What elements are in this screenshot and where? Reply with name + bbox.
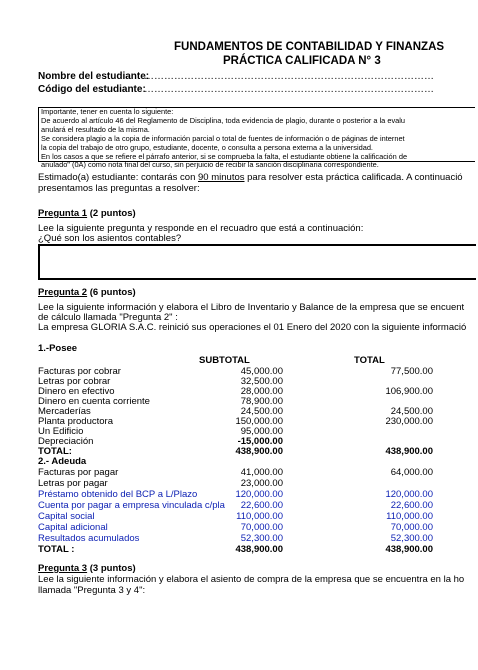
row-label: Resultados acumulados bbox=[38, 533, 140, 544]
row-total: 230,000.00 bbox=[385, 416, 433, 427]
row-total: 24,500.00 bbox=[390, 406, 433, 417]
row-subtotal: 150,000.00 bbox=[235, 416, 283, 427]
total-subtotal: 438,900.00 bbox=[235, 446, 283, 457]
row-total: 64,000.00 bbox=[390, 467, 433, 478]
total-total: 438,900.00 bbox=[385, 544, 433, 555]
subtotal-header: SUBTOTAL bbox=[199, 355, 250, 366]
intro-paragraph bbox=[38, 172, 463, 183]
total-total: 438,900.00 bbox=[385, 446, 433, 457]
row-total: 106,900.00 bbox=[385, 386, 433, 397]
row-subtotal: 28,000.00 bbox=[240, 386, 283, 397]
row-subtotal: 120,000.00 bbox=[235, 489, 283, 500]
row-subtotal: 78,900.00 bbox=[240, 396, 283, 407]
practice-subtitle: PRÁCTICA CALIFICADA N° 3 bbox=[223, 55, 381, 67]
row-subtotal: 23,000.00 bbox=[240, 478, 283, 489]
notice-line: la copia del trabajo de otro grupo, estudiante, docente, o consulta a persona externa a la universidad. bbox=[41, 142, 373, 152]
student-code-field[interactable]: …………………………………………………………………………… bbox=[144, 84, 434, 95]
row-total: 120,000.00 bbox=[385, 489, 433, 500]
row-total: 70,000.00 bbox=[390, 522, 433, 533]
row-label: Planta productora bbox=[38, 416, 113, 427]
question-3-title: Pregunta 3 bbox=[38, 563, 88, 574]
row-subtotal: 32,500.00 bbox=[240, 376, 283, 387]
row-total: 110,000.00 bbox=[386, 511, 433, 522]
row-subtotal: 110,000.00 bbox=[236, 511, 283, 522]
document-title: FUNDAMENTOS DE CONTABILIDAD Y FINANZAS bbox=[174, 41, 445, 53]
question-2-line-3: La empresa GLORIA S.A.C. reinició sus operaciones el 01 Enero del 2020 con la siguiente informació bbox=[38, 322, 467, 333]
student-code-label: Código del estudiante: bbox=[38, 84, 146, 95]
plagiarism-notice-box bbox=[38, 107, 475, 170]
row-label: Un Edificio bbox=[38, 426, 84, 437]
row-label: Capital social bbox=[38, 511, 95, 522]
row-total: 77,500.00 bbox=[390, 366, 433, 377]
row-subtotal: -15,000.00 bbox=[237, 436, 283, 447]
total-header: TOTAL bbox=[354, 355, 385, 366]
question-2-title: Pregunta 2 bbox=[38, 287, 88, 298]
total-label: TOTAL: bbox=[38, 446, 72, 457]
question-3-line-2: llamada "Pregunta 3 y 4": bbox=[38, 585, 146, 596]
row-subtotal: 70,000.00 bbox=[240, 522, 283, 533]
row-total: 52,300.00 bbox=[390, 533, 433, 544]
question-3-heading bbox=[38, 563, 136, 574]
row-label: Depreciación bbox=[38, 436, 94, 447]
row-label: Letras por cobrar bbox=[38, 376, 111, 387]
question-3-points: (3 puntos) bbox=[87, 563, 136, 574]
row-subtotal: 24,500.00 bbox=[240, 406, 283, 417]
question-2-points: (6 puntos) bbox=[87, 287, 136, 298]
student-name-label: Nombre del estudiante: bbox=[38, 71, 150, 82]
question-2-line-2: de cálculo llamada "Pregunta 2" : bbox=[38, 312, 178, 323]
row-subtotal: 95,000.00 bbox=[240, 426, 283, 437]
student-name-field[interactable]: …………………………………………………………………………… bbox=[144, 71, 434, 82]
row-subtotal: 22,600.00 bbox=[240, 500, 283, 511]
row-label: Cuenta por pagar a empresa vinculada c/pla bbox=[38, 500, 225, 511]
question-1-answer-box[interactable] bbox=[38, 244, 476, 280]
notice-line: En los casos a que se refiere el párrafo anterior, si se comprueba la falta, el estudiante obtiene la calificación de bbox=[41, 151, 408, 161]
question-1-points: (2 puntos) bbox=[87, 208, 136, 219]
section-posee: 1.-Posee bbox=[38, 343, 78, 354]
notice-line: Se considera plagio a la copia de información parcial o total de fuentes de información o de páginas de internet bbox=[41, 133, 405, 143]
question-3-line-1: Lee la siguiente información y elabora el asiento de compra de la empresa que se encuentra en la ho bbox=[38, 574, 465, 585]
question-1-prompt: ¿Qué son los asientos contables? bbox=[38, 233, 182, 244]
intro-line-2: presentamos las preguntas a resolver: bbox=[38, 183, 200, 194]
row-subtotal: 45,000.00 bbox=[240, 366, 283, 377]
total-label: TOTAL : bbox=[38, 544, 75, 555]
row-label: Facturas por pagar bbox=[38, 467, 119, 478]
question-1-heading bbox=[38, 208, 136, 219]
row-total: 22,600.00 bbox=[390, 500, 433, 511]
notice-line: anulará el resultado de la misma. bbox=[41, 124, 150, 134]
row-label: Mercaderías bbox=[38, 406, 91, 417]
intro-text-continued: para resolver esta práctica calificada. A continuació bbox=[244, 172, 463, 183]
question-2-heading bbox=[38, 287, 136, 298]
notice-line: Importante, tener en cuenta lo siguiente: bbox=[41, 107, 174, 116]
total-subtotal: 438,900.00 bbox=[235, 544, 283, 555]
intro-text: Estimado(a) estudiante: contarás con bbox=[38, 172, 199, 183]
question-2-line-1: Lee la siguiente información y elabora el Libro de Inventario y Balance de la empresa que se encuent bbox=[38, 302, 465, 313]
notice-line: De acuerdo al artículo 46 del Reglamento de Disciplina, toda evidencia de plagio, durante o posterior a la evalu bbox=[41, 115, 406, 125]
row-label: Préstamo obtenido del BCP a L/Plazo bbox=[38, 489, 198, 500]
row-subtotal: 41,000.00 bbox=[240, 467, 283, 478]
row-label: Capital adicional bbox=[38, 522, 108, 533]
row-label: Letras por pagar bbox=[38, 478, 108, 489]
row-label: Facturas por cobrar bbox=[38, 366, 121, 377]
question-1-instruction: Lee la siguiente pregunta y responde en el recuadro que está a continuación: bbox=[38, 223, 364, 234]
time-limit: 90 minutos bbox=[198, 172, 245, 183]
question-1-title: Pregunta 1 bbox=[38, 208, 88, 219]
notice-line: anulado" (0A) como nota final del curso, sin perjuicio de recibir la sanción disciplinaria correspondiente. bbox=[41, 160, 379, 170]
row-label: Dinero en efectivo bbox=[38, 386, 115, 397]
section-adeuda: 2.- Adeuda bbox=[38, 456, 87, 467]
row-label: Dinero en cuenta corriente bbox=[38, 396, 150, 407]
row-subtotal: 52,300.00 bbox=[240, 533, 283, 544]
